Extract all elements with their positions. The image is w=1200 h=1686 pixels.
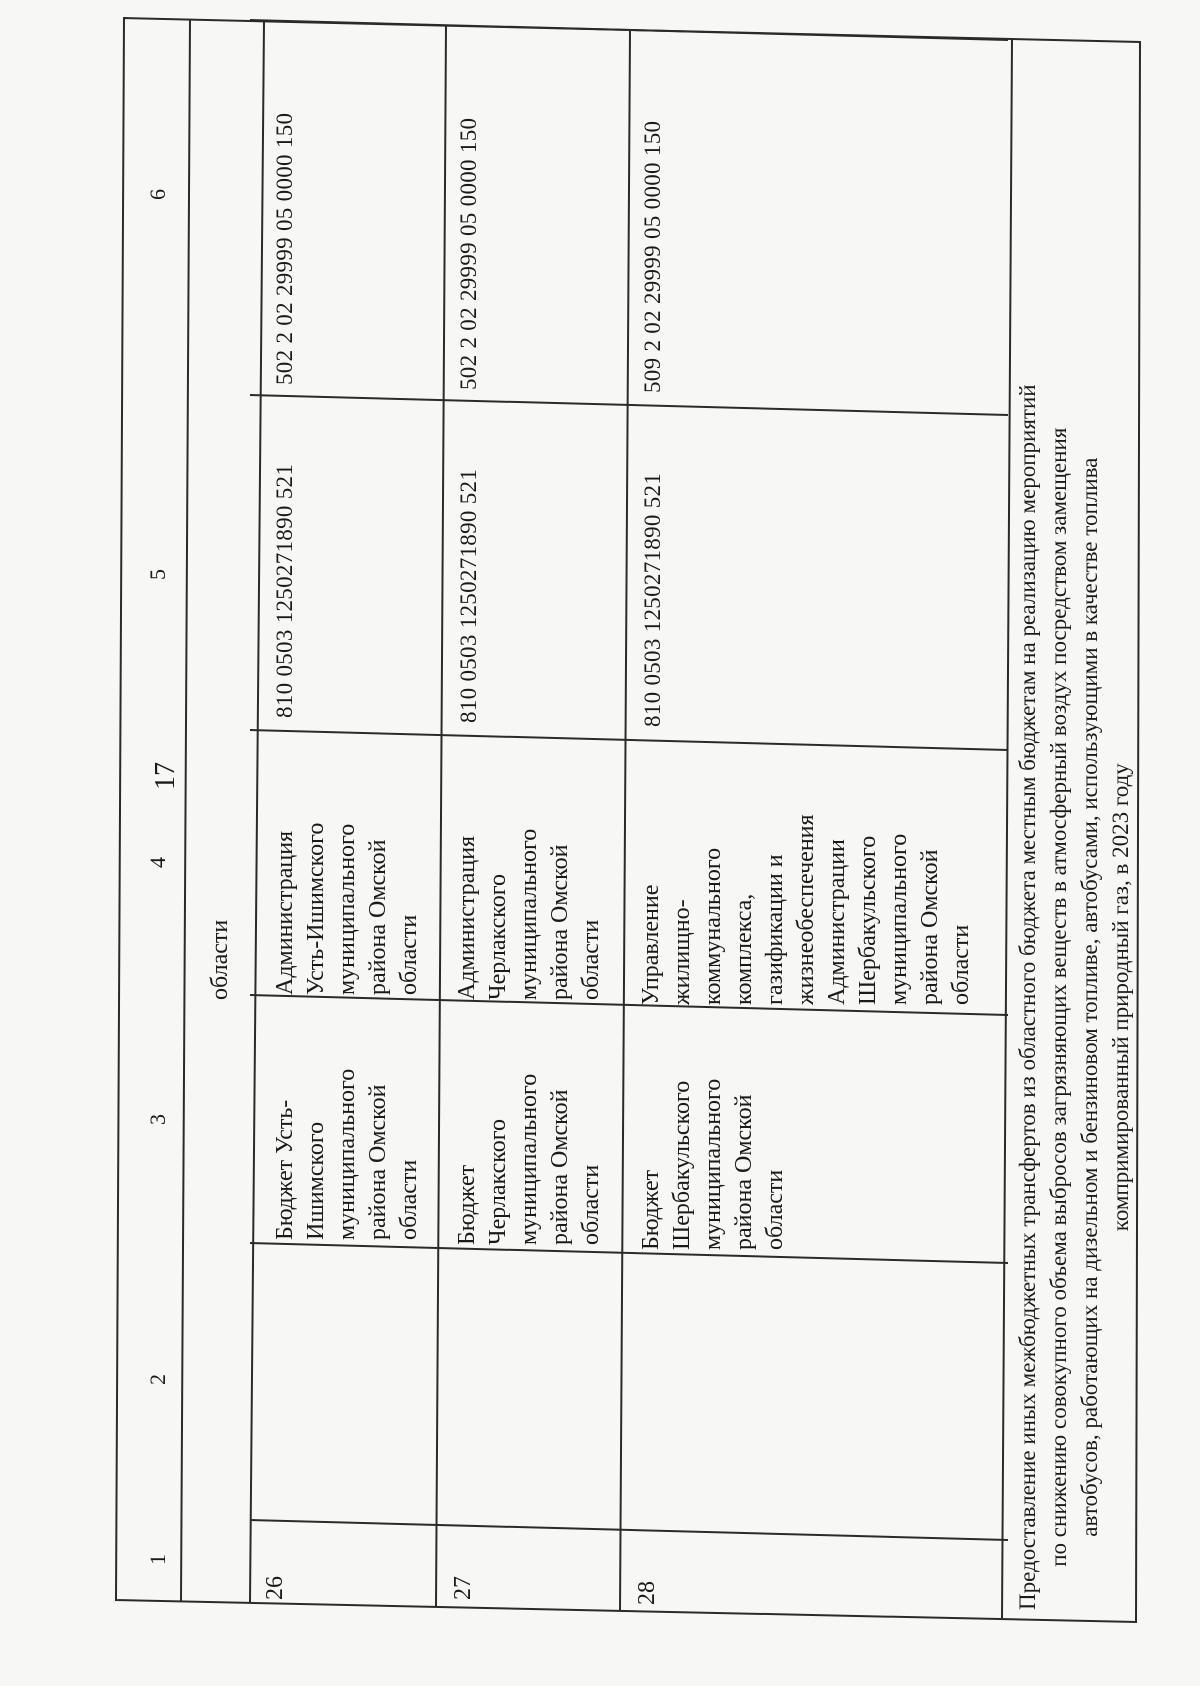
header-col-1: 1 bbox=[145, 1554, 170, 1565]
row-26-administrator: Администрация Усть-Ишимского муниципального района Омской области bbox=[272, 822, 422, 995]
row-27-administrator: Администрация Черлакского муниципального района Омской области bbox=[454, 828, 604, 1000]
row-26-expense-code: 810 0503 1250271890 521 bbox=[272, 463, 297, 718]
row-26-recipient: Бюджет Усть- Ишимского муниципального района Омской области bbox=[272, 1068, 422, 1240]
table-caption: Предоставление иных межбюджетных трансфертов из областного бюджета местным бюджетам на реализацию мероприятий по снижению совокупного объема выбросов загрязняющих веществ в атмосферный воздух посредством замещения автобусов, работающих на дизельном и бензиновом топливе, автобусами, использующими в качестве топлива компримированный природный газ, в 2023 году bbox=[1015, 384, 1133, 1610]
header-col-5: 5 bbox=[145, 569, 170, 580]
row-27-number: 27 bbox=[450, 1576, 476, 1600]
row-27-revenue-code: 502 2 02 29999 05 0000 150 bbox=[456, 117, 481, 390]
row-28-administrator: Управление жилищно- коммунального комплекса, газификации и жизнеобеспечения Администрации Шербакульского муниципального района Омской области bbox=[638, 814, 974, 1005]
header-col-2: 2 bbox=[145, 1374, 170, 1385]
page-number: 17 bbox=[150, 762, 181, 790]
row-26-revenue-code: 502 2 02 29999 05 0000 150 bbox=[272, 112, 297, 385]
row-26-number: 26 bbox=[262, 1576, 288, 1600]
header-col-6: 6 bbox=[145, 189, 170, 200]
row-27-expense-code: 810 0503 1250271890 521 bbox=[456, 468, 481, 723]
row-28-expense-code: 810 0503 1250271890 521 bbox=[640, 472, 665, 727]
row-28-revenue-code: 509 2 02 29999 05 0000 150 bbox=[640, 120, 665, 393]
header-col-4: 4 bbox=[145, 857, 170, 868]
row-28-recipient: Бюджет Шербакульского муниципального района Омской области bbox=[638, 1078, 788, 1250]
row-27-recipient: Бюджет Черлакского муниципального района Омской области bbox=[454, 1073, 604, 1245]
header-col-3: 3 bbox=[145, 1114, 170, 1125]
row-28-number: 28 bbox=[634, 1581, 660, 1605]
continued-cell-text: области bbox=[207, 919, 233, 1000]
